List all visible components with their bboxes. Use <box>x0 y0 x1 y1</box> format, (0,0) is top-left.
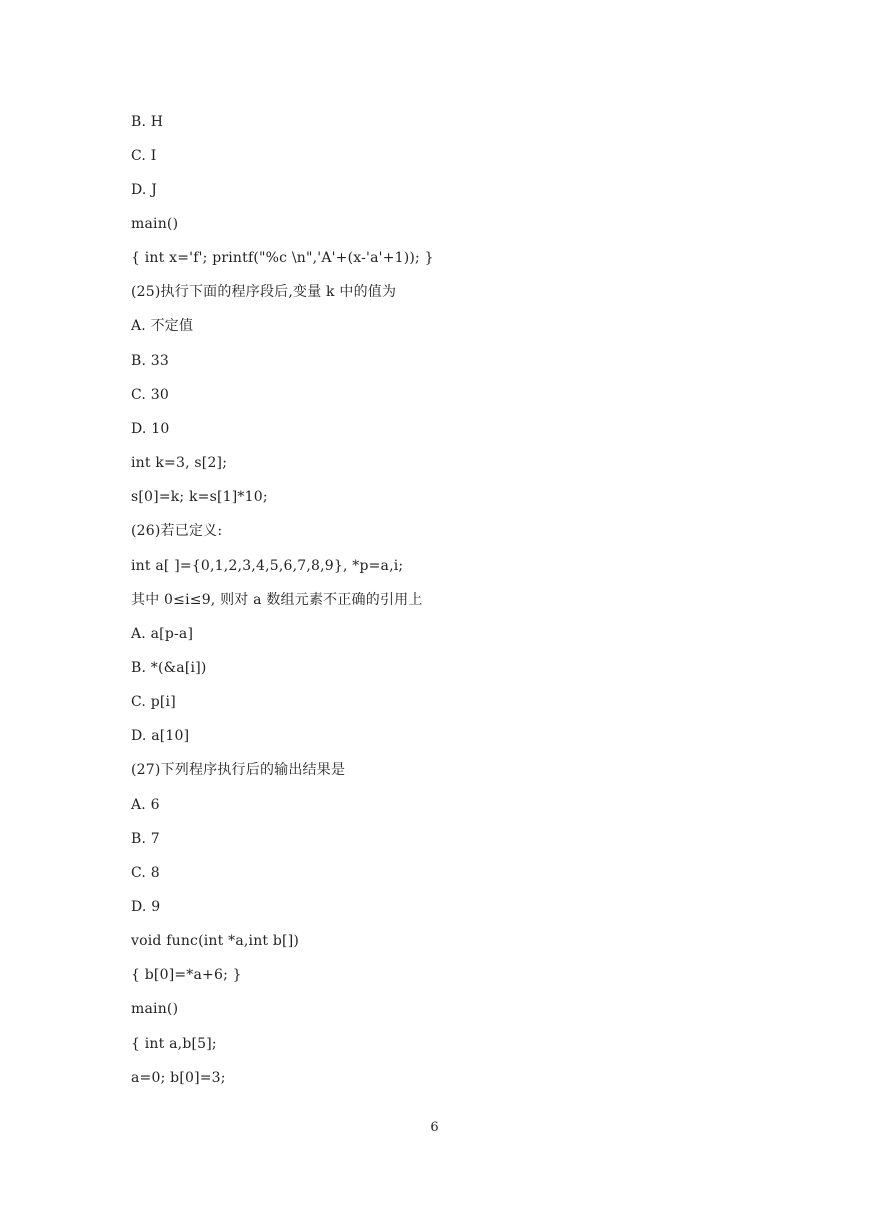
question-25: (25)执行下面的程序段后,变量 k 中的值为 <box>131 284 397 300</box>
q27-option-b: B. 7 <box>131 831 160 847</box>
option-b-h: B. H <box>131 114 164 130</box>
q27-code-line-4: { int a,b[5]; <box>131 1036 217 1052</box>
q27-option-c: C. 8 <box>131 865 160 881</box>
q27-code-line-2: { b[0]=*a+6; } <box>131 967 242 983</box>
q25-option-a: A. 不定值 <box>131 318 194 334</box>
q26-condition: 其中 0≤i≤9, 则对 a 数组元素不正确的引用上 <box>131 592 423 608</box>
q27-code-line-5: a=0; b[0]=3; <box>131 1070 226 1086</box>
q26-option-d: D. a[10] <box>131 728 190 744</box>
question-27: (27)下列程序执行后的输出结果是 <box>131 762 346 778</box>
q27-option-d: D. 9 <box>131 899 161 915</box>
question-26: (26)若已定义: <box>131 523 223 539</box>
code-line-main: main() <box>131 216 179 232</box>
q25-option-b: B. 33 <box>131 353 170 369</box>
q25-code-line-2: s[0]=k; k=s[1]*10; <box>131 489 268 505</box>
q25-option-d: D. 10 <box>131 421 170 437</box>
q26-option-c: C. p[i] <box>131 694 176 710</box>
option-c-i: C. I <box>131 148 157 164</box>
code-line-printf: { int x='f'; printf("%c \n",'A'+(x-'a'+1)); } <box>131 250 434 266</box>
q27-option-a: A. 6 <box>131 797 160 813</box>
q25-option-c: C. 30 <box>131 387 169 403</box>
q27-code-line-1: void func(int *a,int b[]) <box>131 933 300 949</box>
page-number: 6 <box>430 1120 439 1135</box>
q25-code-line-1: int k=3, s[2]; <box>131 455 228 471</box>
q26-option-b: B. *(&a[i]) <box>131 660 207 676</box>
option-d-j: D. J <box>131 182 158 198</box>
q26-option-a: A. a[p-a] <box>131 626 194 642</box>
q26-code-line: int a[ ]={0,1,2,3,4,5,6,7,8,9}, *p=a,i; <box>131 558 404 574</box>
q27-code-line-3: main() <box>131 1001 179 1017</box>
